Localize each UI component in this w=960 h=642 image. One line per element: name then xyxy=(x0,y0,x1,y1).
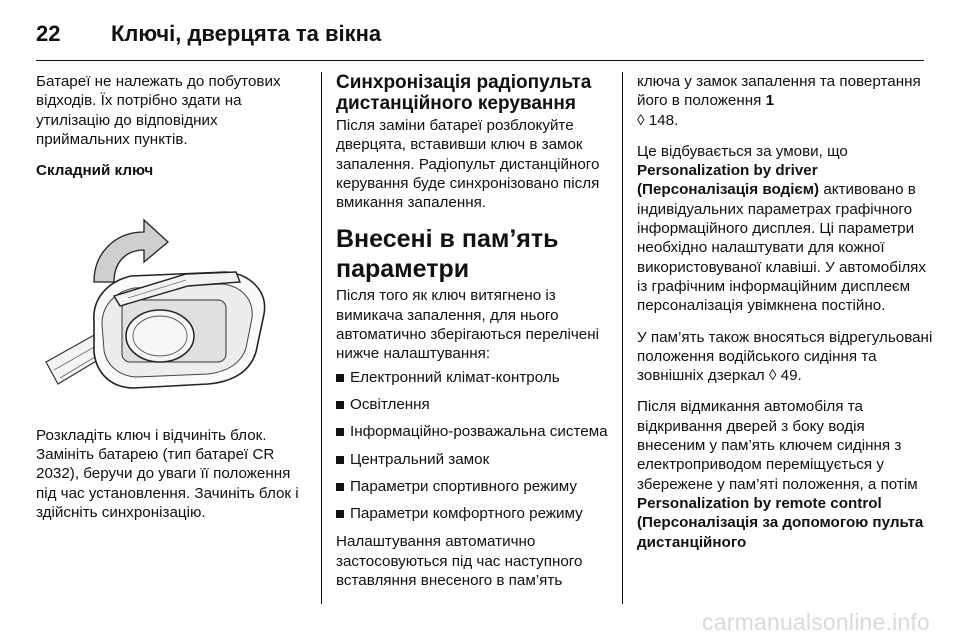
page-title: Ключі, дверцята та вікна xyxy=(111,21,382,46)
personalization-remote-term: Personalization by remote control (Персоналізація за допомогою пульта дистанційного xyxy=(637,494,924,551)
list-item: Інформаційно-розважальна система xyxy=(336,422,608,441)
list-item: Параметри спортивного режиму xyxy=(336,477,608,496)
column-2 xyxy=(336,72,608,602)
list-item: Електронний клімат-контроль xyxy=(336,368,608,387)
list-item: Параметри комфортного режиму xyxy=(336,504,608,523)
ignition-position-paragraph: ключа у замок запалення та повертання його в положення 1 ◊ 148. xyxy=(637,73,921,129)
column-1 xyxy=(36,72,306,534)
page-reference[interactable]: 148. xyxy=(644,111,679,129)
bullet-square-icon xyxy=(336,428,344,436)
bullet-square-icon xyxy=(336,374,344,382)
remote-sync-heading: Синхронізація радіопульта дистанційного керування xyxy=(336,72,592,114)
folding-key-illustration xyxy=(36,202,302,402)
unlock-seat-paragraph: Після відмикання автомобіля та відкривання дверей з боку водія внесеним у пам’ять ключем сидіння з електроприводом переміщується у збережене у пам’яті положення, а потім Personalization by remote control (Персоналізація за допомогою пульта дистанційного xyxy=(637,398,924,551)
bullet-square-icon xyxy=(336,456,344,464)
site-watermark: carmanualsonline.info xyxy=(702,609,930,635)
remote-sync-paragraph: Після заміни батареї розблокуйте дверцята, вставивши ключ в замок запалення. Радіопульт дистанційного керування буде синхронізовано після вмикання запалення. xyxy=(336,117,600,212)
column-3 xyxy=(637,72,937,564)
memory-settings-list xyxy=(336,368,608,524)
memory-apply-paragraph: Налаштування автоматично застосовуються під час наступного вставляння внесеного в пам’ять xyxy=(336,533,583,590)
header-divider xyxy=(36,60,924,61)
battery-disposal-paragraph: Батареї не належать до побутових відходів. Їх потрібно здати на утилізацію до відповідних приймальних пунктів. xyxy=(36,73,281,148)
folding-key-subheading: Складний ключ xyxy=(36,162,154,180)
column-divider-2 xyxy=(622,72,623,604)
page-reference-icon: ◊ xyxy=(768,367,777,385)
list-item: Центральний замок xyxy=(336,450,608,469)
personalization-driver-term: Personalization by driver (Персоналізація водієм) xyxy=(637,162,820,199)
list-item: Освітлення xyxy=(336,395,608,414)
bullet-square-icon xyxy=(336,510,344,518)
memory-settings-heading: Внесені в пам’ять параметри xyxy=(336,225,559,284)
column-divider-1 xyxy=(321,72,322,604)
seat-mirror-paragraph: У пам’ять також вносяться відрегульовані положення водійського сидіння та зовнішніх дзеркал ◊ 49. xyxy=(637,328,933,385)
page-reference[interactable]: 49. xyxy=(776,367,802,385)
page-reference-icon: ◊ xyxy=(637,111,645,129)
personalization-driver-paragraph: Це відбувається за умови, що Personalization by driver (Персоналізація водієм) активовано в індивідуальних параметрах графічного інформаційного дисплея. Ці параметри необхідно налаштувати для кожної використовуваної клавіші. У автомобілях із графічним інформаційним дисплеєм персоналізація увімкнена постійно. xyxy=(637,142,926,315)
bullet-square-icon xyxy=(336,483,344,491)
bullet-square-icon xyxy=(336,401,344,409)
page-number: 22 xyxy=(36,21,61,46)
page-header xyxy=(36,20,381,48)
memory-intro-paragraph: Після того як ключ витягнено із вимикача запалення, для нього автоматично зберігаються перелічені нижче налаштування: xyxy=(336,287,599,363)
position-value: 1 xyxy=(765,92,775,110)
battery-replace-paragraph: Розкладіть ключ і відчиніть блок. Замініть батарею (тип батареї CR 2032), беручи до уваги її положення під час установлення. Зачиніть блок і здійсніть синхронізацію. xyxy=(36,426,299,521)
